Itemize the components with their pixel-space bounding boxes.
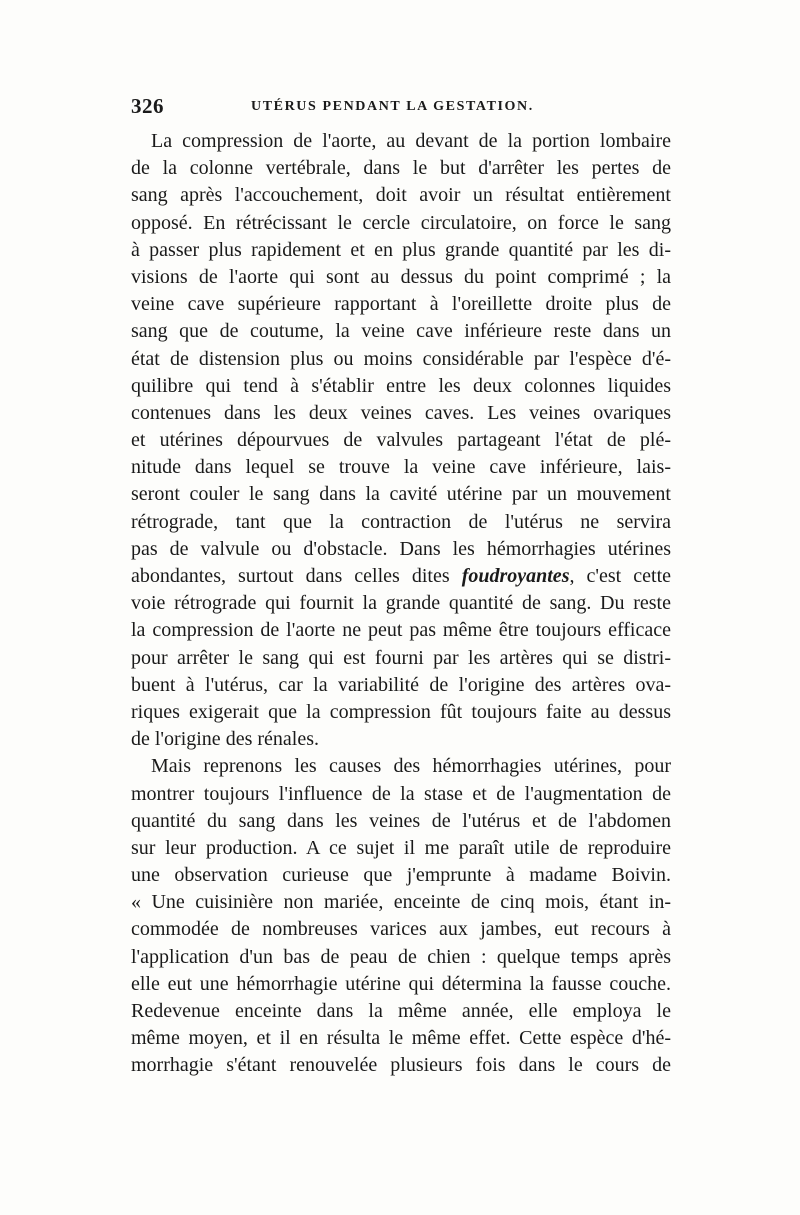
text-line: montrer toujours l'influence de la stase et de l'augmentation de bbox=[131, 782, 671, 805]
text-line: visions de l'aorte qui sont au dessus du point comprimé ; la bbox=[131, 265, 671, 288]
line-segment: , c'est cette bbox=[569, 565, 671, 587]
text-line: buent à l'utérus, car la variabilité de l'origine des artères ova- bbox=[131, 673, 671, 696]
text-line: sur leur production. A ce sujet il me paraît utile de reproduire bbox=[131, 836, 671, 859]
text-line: sang après l'accouchement, doit avoir un résultat entièrement bbox=[131, 184, 671, 207]
text-line: la compression de l'aorte ne peut pas même être toujours efficace bbox=[131, 619, 671, 642]
text-line: quantité du sang dans les veines de l'utérus et de l'abdomen bbox=[131, 809, 671, 832]
text-line: pas de valvule ou d'obstacle. Dans les hémorrhagies utérines bbox=[131, 537, 671, 560]
text-line: commodée de nombreuses varices aux jambes, eut recours à bbox=[131, 918, 671, 941]
text-line: opposé. En rétrécissant le cercle circulatoire, on force le sang bbox=[131, 211, 671, 234]
text-line: contenues dans les deux veines caves. Les veines ovariques bbox=[131, 401, 671, 424]
line-segment: abondantes, surtout dans celles dites bbox=[131, 565, 450, 587]
text-line: rétrograde, tant que la contraction de l'utérus ne servira bbox=[131, 510, 671, 533]
text-line: et utérines dépourvues de valvules partageant l'état de plé- bbox=[131, 429, 671, 452]
text-line: seront couler le sang dans la cavité utérine par un mouvement bbox=[131, 483, 671, 506]
text-line-with-italic bbox=[131, 563, 671, 590]
text-line: de l'origine des rénales. bbox=[131, 728, 319, 751]
text-line: quilibre qui tend à s'établir entre les deux colonnes liquides bbox=[131, 374, 671, 397]
text-line: une observation curieuse que j'emprunte à madame Boivin. bbox=[131, 864, 671, 887]
page-number: 326 bbox=[131, 94, 164, 118]
text-line: à passer plus rapidement et en plus grande quantité par les di- bbox=[131, 238, 671, 261]
text-line: morrhagie s'étant renouvelée plusieurs fois dans le cours de bbox=[131, 1054, 671, 1077]
page-header bbox=[131, 94, 671, 122]
text-line: elle eut une hémorrhagie utérine qui détermina la fausse couche. bbox=[131, 972, 671, 995]
text-line: voie rétrograde qui fournit la grande quantité de sang. Du reste bbox=[131, 592, 671, 615]
text-line: pour arrêter le sang qui est fourni par les artères qui se distri- bbox=[131, 646, 671, 669]
text-line: veine cave supérieure rapportant à l'oreillette droite plus de bbox=[131, 293, 671, 316]
text-line: La compression de l'aorte, au devant de la portion lombaire bbox=[151, 130, 671, 152]
text-line: Redevenue enceinte dans la même année, elle employa le bbox=[131, 1000, 671, 1022]
text-line: l'application d'un bas de peau de chien : quelque temps après bbox=[131, 945, 671, 968]
italic-term: foudroyantes bbox=[461, 565, 570, 587]
text-line: de la colonne vertébrale, dans le but d'arrêter les pertes de bbox=[131, 157, 671, 180]
text-line: état de distension plus ou moins considérable par l'espèce d'é- bbox=[131, 347, 671, 370]
text-line: même moyen, et il en résulta le même effet. Cette espèce d'hé- bbox=[131, 1027, 671, 1050]
text-line: nitude dans lequel se trouve la veine cave inférieure, lais- bbox=[131, 456, 671, 479]
body-text bbox=[131, 128, 671, 1080]
text-line: « Une cuisinière non mariée, enceinte de cinq mois, étant in- bbox=[131, 891, 671, 914]
text-line: sang que de coutume, la veine cave inférieure reste dans un bbox=[131, 320, 671, 343]
running-title: UTÉRUS PENDANT LA GESTATION. bbox=[251, 99, 534, 114]
text-line: riques exigerait que la compression fût toujours faite au dessus bbox=[131, 700, 671, 723]
text-line: Mais reprenons les causes des hémorrhagies utérines, pour bbox=[151, 755, 671, 778]
